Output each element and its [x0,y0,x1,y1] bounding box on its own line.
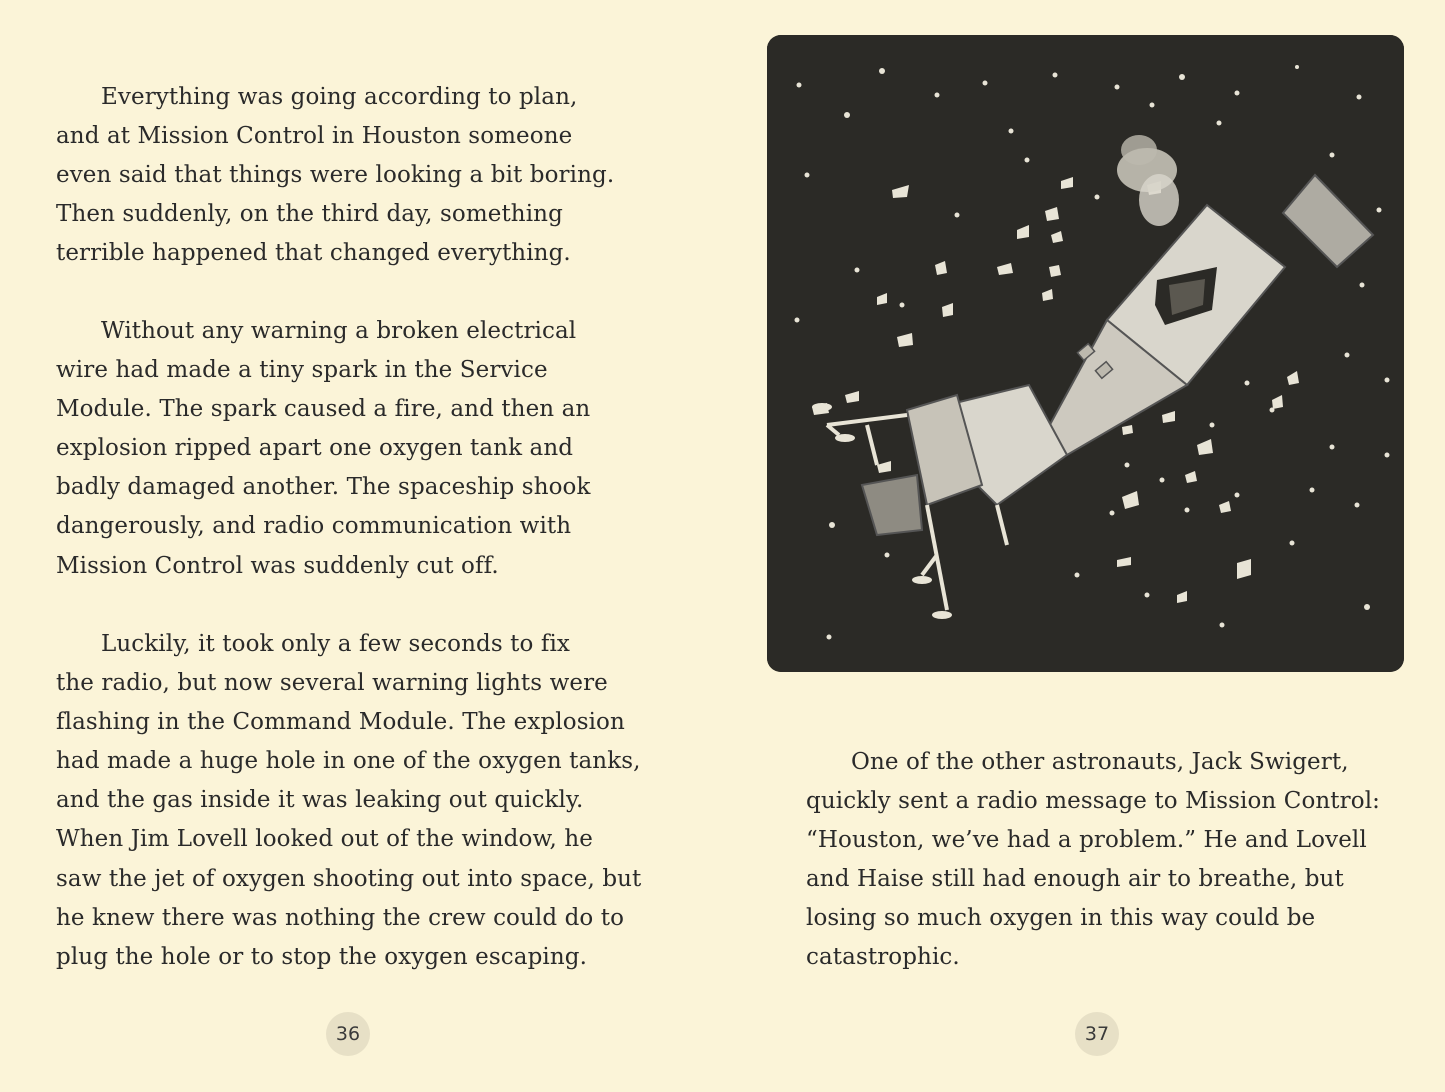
text-line: Without any warning a broken electrical [101,318,577,344]
text-line: and at Mission Control in Houston someone [56,123,573,150]
text-line: and the gas inside it was leaking out quickly. [56,787,584,814]
text-line: even said that things were looking a bit boring. [56,162,615,189]
space-scene [767,35,1404,672]
text-line: Mission Control was suddenly cut off. [56,552,499,579]
text-line: the radio, but now several warning lights were [56,670,608,697]
text-line: Everything was going according to plan, [101,84,578,110]
paragraph [806,743,1380,978]
spacecraft-explosion-illustration [767,35,1404,672]
paragraph [56,625,641,977]
text-line: One of the other astronauts, Jack Swigert, [851,749,1349,775]
page-number: 37 [1075,1012,1119,1056]
paragraph [56,312,591,586]
text-line: saw the jet of oxygen shooting out into space, but [56,865,642,892]
text-line: terrible happened that changed everything. [56,240,571,267]
text-line: Module. The spark caused a fire, and then an [56,396,591,423]
text-line: wire had made a tiny spark in the Service [56,357,548,384]
text-line: flashing in the Command Module. The explosion [56,709,625,736]
text-line: dangerously, and radio communication with [56,513,572,540]
page-number: 36 [326,1012,370,1056]
paragraph [56,78,614,273]
text-line: plug the hole or to stop the oxygen escaping. [56,943,588,970]
text-line: losing so much oxygen in this way could be [806,905,1316,932]
text-line: When Jim Lovell looked out of the window, he [56,826,593,853]
text-line: Then suddenly, on the third day, something [56,201,563,228]
text-line: badly damaged another. The spaceship shook [56,474,591,501]
left-page [0,0,720,1092]
text-line: quickly sent a radio message to Mission Control: [806,788,1380,815]
text-line: “Houston, we’ve had a problem.” He and Lovell [806,827,1367,854]
text-line: and Haise still had enough air to breathe, but [806,866,1344,893]
text-line: Luckily, it took only a few seconds to fix [101,631,570,657]
text-line: catastrophic. [806,944,960,971]
text-line: he knew there was nothing the crew could do to [56,904,625,931]
text-line: explosion ripped apart one oxygen tank and [56,435,574,462]
text-line: had made a huge hole in one of the oxygen tanks, [56,748,641,775]
